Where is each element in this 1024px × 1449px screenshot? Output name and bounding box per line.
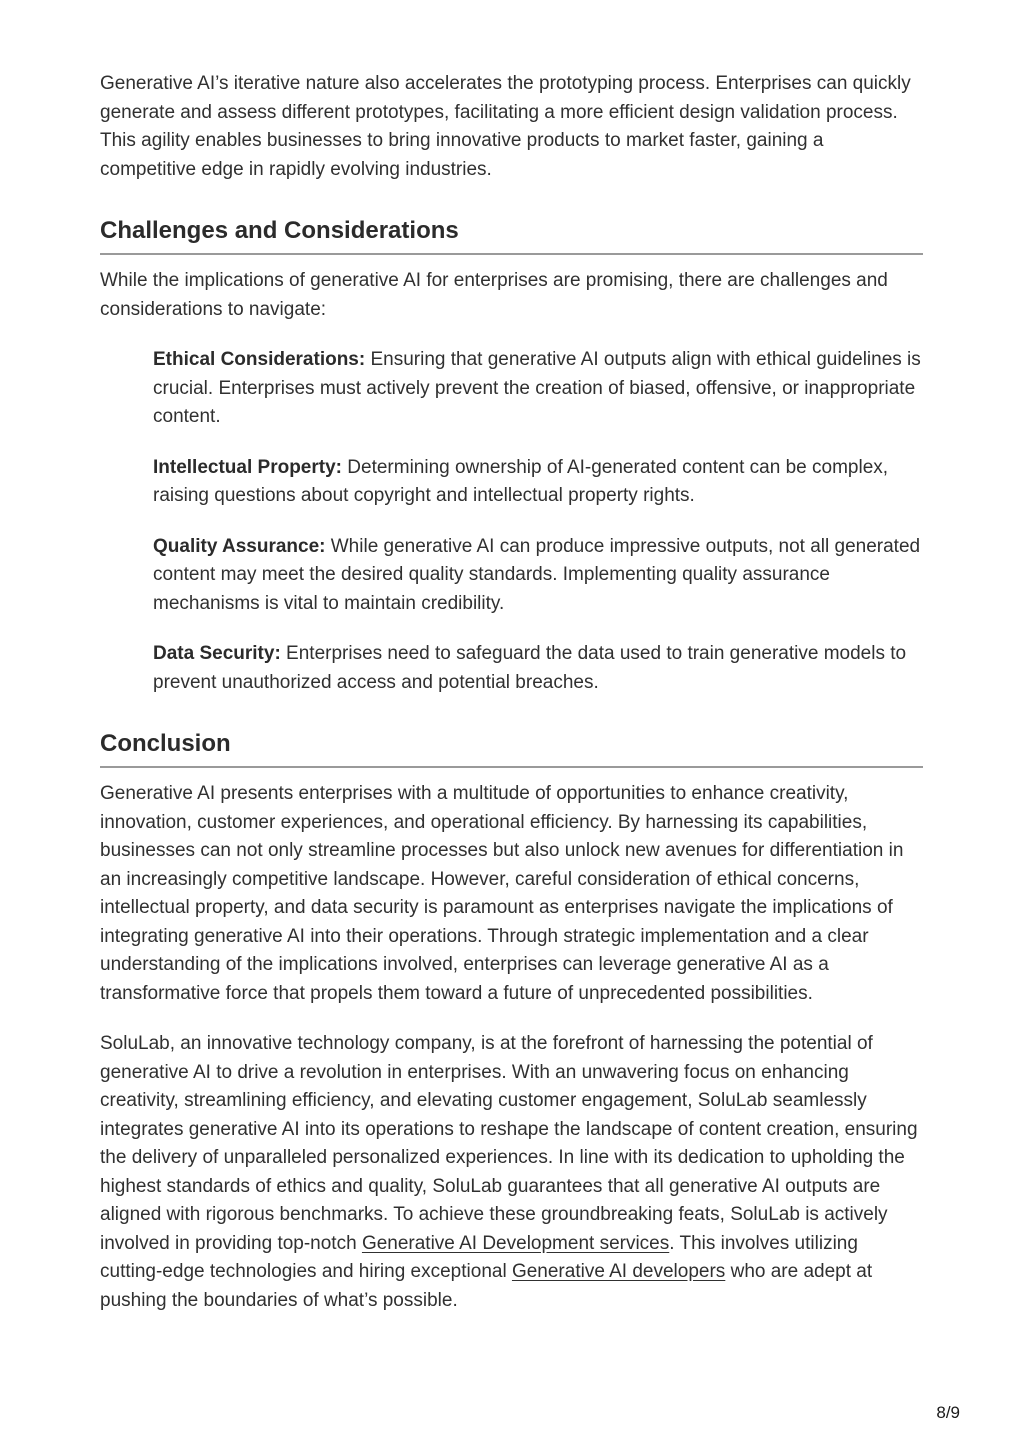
heading-rule: [100, 766, 923, 768]
challenge-item-label: Data Security:: [153, 643, 281, 664]
challenge-item-ethical: [153, 346, 923, 432]
challenge-item-text: While generative AI can produce impressive outputs, not all generated content may meet the desired quality standards. Implementing quality assurance mechanisms is vital to maintain credibility.: [153, 535, 921, 614]
challenge-item-label: Ethical Considerations:: [153, 349, 366, 370]
challenge-item-text: Enterprises need to safeguard the data used to train generative models to prevent unauthorized access and potential breaches.: [153, 643, 907, 693]
intro-paragraph: Generative AI’s iterative nature also accelerates the prototyping process. Enterprises can quickly generate and assess different prototypes, facilitating a more efficient design validation process. This agility enables businesses to bring innovative products to market faster, gaining a competitive edge in rapidly evolving industries.: [100, 73, 911, 180]
challenge-item-intellectual-property: [153, 454, 923, 511]
page-content: [100, 0, 923, 1315]
heading-rule: [100, 253, 923, 255]
conclusion-paragraph: Generative AI presents enterprises with a multitude of opportunities to enhance creativity, innovation, customer experiences, and operational efficiency. By harnessing its capabilities, businesses can not only streamline processes but also unlock new avenues for differentiation in an increasingly competitive landscape. However, careful consideration of ethical concerns, intellectual property, and data security is paramount as enterprises navigate the implications of integrating generative AI into their operations. Through strategic implementation and a clear understanding of the implications involved, enterprises can leverage generative AI as a transformative force that propels them toward a future of unprecedented possibilities.: [100, 783, 904, 1004]
solulab-paragraph: [100, 1030, 923, 1315]
challenges-heading: Challenges and Considerations: [100, 217, 459, 244]
solulab-paragraph-text: . This involves utilizing cutting-edge technologies and hiring exceptional: [100, 1232, 858, 1282]
conclusion-heading: Conclusion: [100, 730, 231, 757]
challenge-item-label: Quality Assurance:: [153, 535, 326, 557]
solulab-paragraph-text: SoluLab, an innovative technology company, is at the forefront of harnessing the potential of generative AI to drive a revolution in enterprises. With an unwavering focus on enhancing creativity, streamlining efficiency, and elevating customer engagement, SoluLab seamlessly integrates generative AI into its operations to reshape the landscape of content creation, ensuring the delivery of unparalleled personalized experiences. In line with its dedication to upholding the highest standards of ethics and quality, SoluLab guarantees that all generative AI outputs are aligned with rigorous benchmarks. To achieve these groundbreaking feats, SoluLab is actively involved in providing top-notch: [100, 1033, 918, 1254]
challenge-item-data-security: [153, 640, 923, 697]
solulab-paragraph-text: who are adept at pushing the boundaries of what’s possible.: [100, 1261, 873, 1311]
challenge-item-text: Determining ownership of AI-generated content can be complex, raising questions about copyright and intellectual property rights.: [153, 456, 889, 506]
generative-ai-developers-link[interactable]: Generative AI developers: [511, 1261, 726, 1282]
challenge-item-label: Intellectual Property:: [153, 456, 342, 478]
page-number: 8/9: [936, 1403, 960, 1422]
challenge-item-quality-assurance: [153, 533, 923, 619]
challenge-item-text: Ensuring that generative AI outputs align with ethical guidelines is crucial. Enterprises must actively prevent the creation of biased, offensive, or inappropriate content.: [153, 349, 921, 427]
generative-ai-development-services-link[interactable]: Generative AI Development services: [361, 1232, 670, 1254]
challenges-intro-paragraph: While the implications of generative AI for enterprises are promising, there are challenges and considerations to navigate:: [100, 270, 888, 320]
